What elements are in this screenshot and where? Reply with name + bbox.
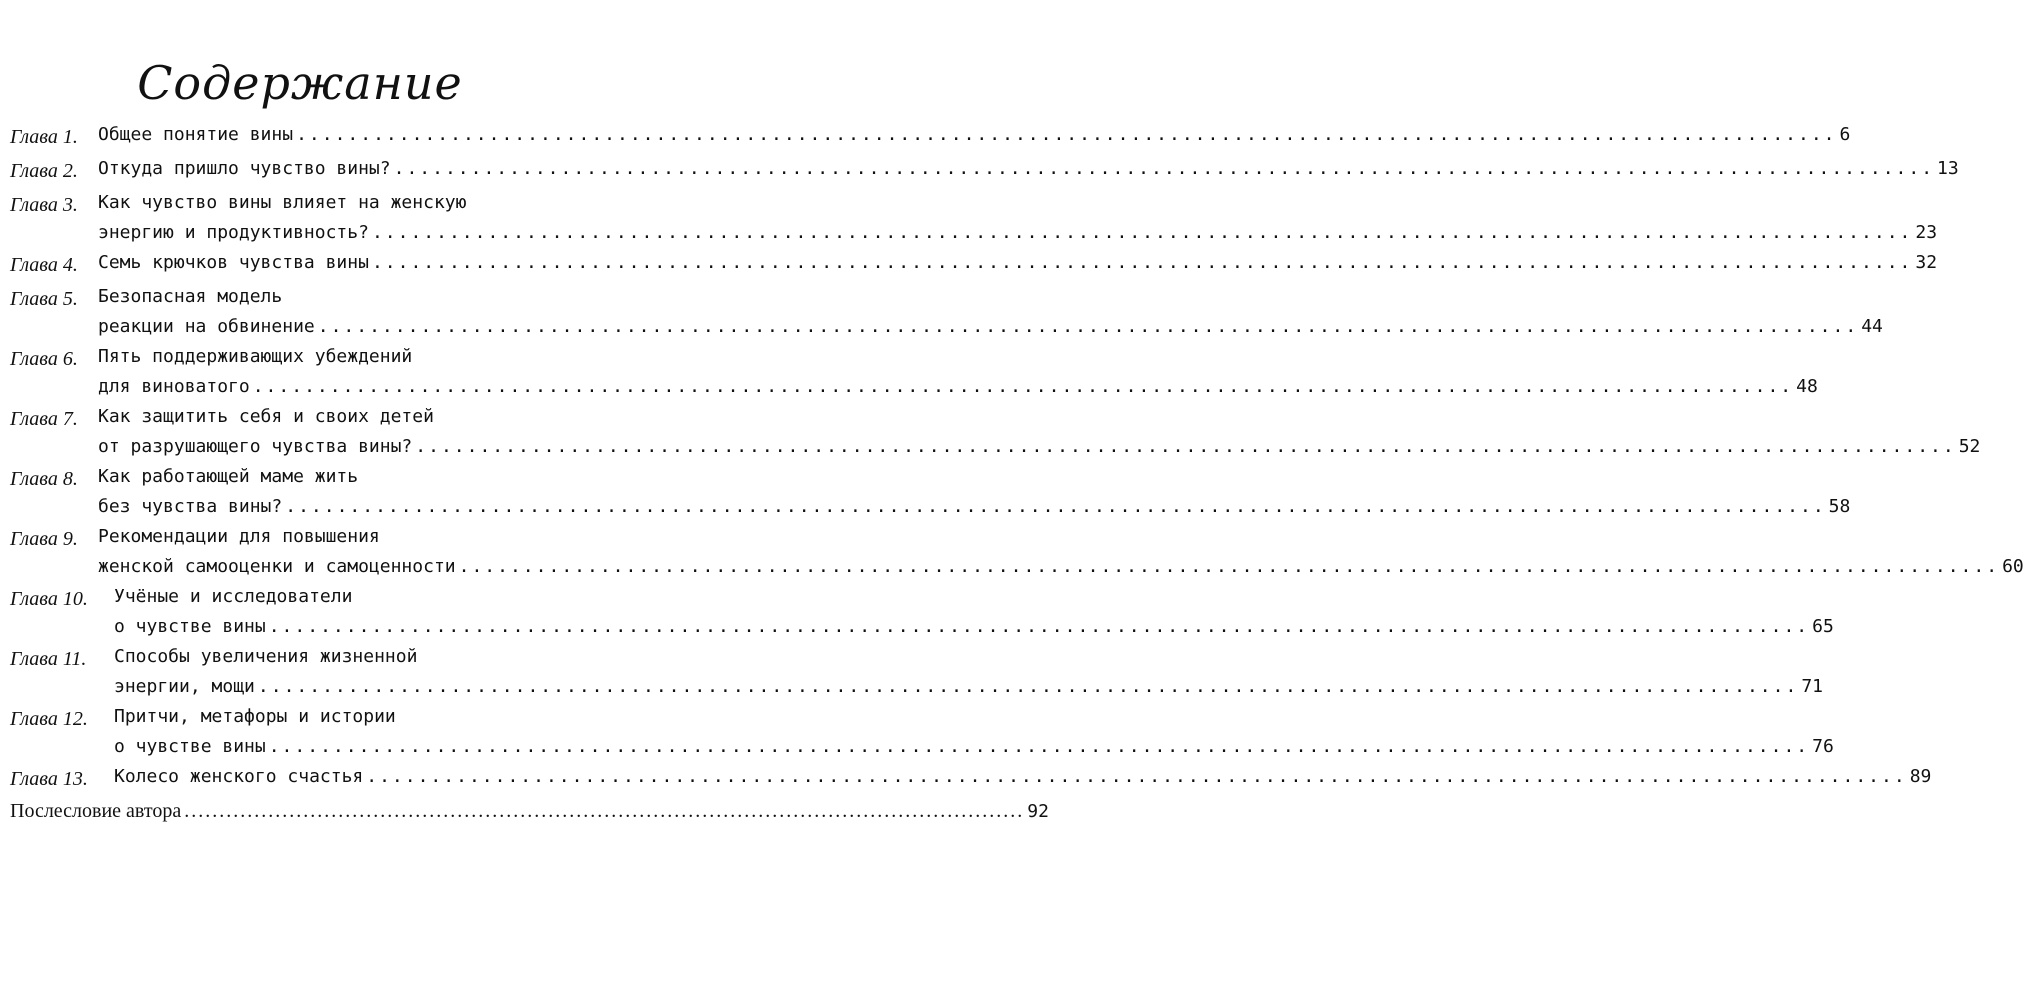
chapter-title-line: Учёные и исследователи (114, 586, 353, 607)
chapter-title-line: реакции на обвинение ........................................................................................................................ 44 (98, 312, 1883, 342)
leader-dots: ........................................................................................................................ (371, 222, 1913, 243)
chapter-title-line: от разрушающего чувства вины? ........................................................................................................................ 52 (98, 432, 1980, 462)
leader-dots: ........................................................................................................................ (393, 158, 1935, 179)
chapter-title (98, 188, 1937, 248)
page-number: 58 (1828, 496, 1851, 517)
chapter-title (98, 342, 1818, 402)
toc-entry (10, 402, 1981, 462)
leader-dots: ........................................................................................................................ (285, 496, 1826, 517)
toc-entry (10, 342, 1818, 402)
chapter-title (98, 154, 1959, 184)
chapter-title-line: для виноватого ........................................................................................................................ 48 (98, 372, 1818, 402)
leader-dots: ........................................................................................................................ (366, 766, 1907, 787)
toc-entry (10, 462, 1851, 522)
page-number: 48 (1796, 376, 1818, 397)
chapter-title (114, 642, 1823, 702)
chapter-title-line: Как чувство вины влияет на женскую (98, 192, 467, 213)
chapter-title-line: Способы увеличения жизненной (114, 646, 418, 667)
afterword-title: Послесловие автора (10, 800, 182, 822)
chapter-label: Глава 1. (10, 126, 78, 148)
page-number: 76 (1812, 736, 1834, 757)
chapter-title (114, 582, 1834, 642)
leader-dots: ........................................................................................................................ (296, 124, 1837, 145)
toc-entry (10, 282, 1883, 342)
chapter-title-line: Колесо женского счастья ........................................................................................................................ 89 (114, 762, 1931, 792)
leader-dots: ........................................................................................................................ (458, 556, 2000, 577)
leader-dots: ........................................................................................................................ (252, 376, 1794, 397)
chapter-label: Глава 4. (10, 254, 78, 276)
leader-dots: ........................................................................................................................ (415, 436, 1956, 457)
leader-dots: ........................................................................................................................ (184, 800, 1025, 822)
chapter-title-line: о чувстве вины ........................................................................................................................ 76 (114, 732, 1834, 762)
page-number: 23 (1915, 222, 1938, 243)
page-number: 71 (1801, 676, 1824, 697)
chapter-title-line: Как работающей маме жить (98, 466, 359, 487)
chapter-label: Глава 5. (10, 288, 78, 310)
chapter-title (98, 282, 1883, 342)
chapter-title-line: Пять поддерживающих убеждений (98, 346, 413, 367)
toc-entry (10, 522, 2024, 582)
toc-entry (10, 154, 1959, 188)
chapter-title (98, 522, 2024, 582)
toc-entry (10, 762, 1932, 796)
toc-entry (10, 188, 1938, 248)
toc-entry (10, 642, 1824, 702)
page-number: 32 (1915, 252, 1938, 273)
chapter-title-line: Притчи, метафоры и истории (114, 706, 396, 727)
toc-entry (10, 120, 1851, 154)
chapter-title-line: о чувстве вины ........................................................................................................................ 65 (114, 612, 1834, 642)
chapter-label: Глава 3. (10, 194, 78, 216)
chapter-title-line: энергию и продуктивность? ........................................................................................................................ 23 (98, 218, 1937, 248)
leader-dots: ........................................................................................................................ (257, 676, 1799, 697)
chapter-title (98, 120, 1850, 150)
leader-dots: ........................................................................................................................ (268, 616, 1810, 637)
chapter-label: Глава 2. (10, 160, 78, 182)
chapter-title (98, 462, 1850, 522)
page-number: 6 (1839, 124, 1851, 145)
page-title: Содержание (137, 56, 463, 110)
leader-dots: ........................................................................................................................ (268, 736, 1810, 757)
chapter-title (98, 402, 1980, 462)
leader-dots: ........................................................................................................................ (371, 252, 1913, 273)
chapter-title-line: Безопасная модель (98, 286, 283, 307)
page-number: 52 (1958, 436, 1981, 457)
chapter-title (98, 248, 1937, 278)
chapter-label: Глава 8. (10, 468, 78, 490)
page-number: 60 (2002, 556, 2024, 577)
toc-entry (10, 702, 1834, 762)
page-number: 92 (1027, 801, 1049, 822)
leader-dots: ........................................................................................................................ (317, 316, 1859, 337)
chapter-title-line: Рекомендации для повышения (98, 526, 380, 547)
chapter-label: Глава 9. (10, 528, 78, 550)
page-number: 65 (1812, 616, 1834, 637)
chapter-title (114, 762, 1931, 792)
page-number: 13 (1937, 158, 1959, 179)
table-of-contents (10, 120, 2024, 826)
chapter-label: Глава 6. (10, 348, 78, 370)
chapter-title-line: Как защитить себя и своих детей (98, 406, 434, 427)
toc-entry (10, 248, 1938, 282)
chapter-title (114, 702, 1834, 762)
toc-entry (10, 582, 1834, 642)
chapter-title-line: женской самооценки и самоценности ........................................................................................................................ 60 (98, 552, 2024, 582)
chapter-title-line: Общее понятие вины ........................................................................................................................ 6 (98, 120, 1850, 150)
chapter-title-line: Откуда пришло чувство вины? ........................................................................................................................ 13 (98, 154, 1959, 184)
page-number: 89 (1909, 766, 1932, 787)
chapter-label: Глава 10. (10, 588, 88, 610)
chapter-label: Глава 12. (10, 708, 88, 730)
chapter-label: Глава 13. (10, 768, 88, 790)
chapter-title-line: энергии, мощи ........................................................................................................................ 71 (114, 672, 1823, 702)
chapter-label: Глава 7. (10, 408, 78, 430)
page-number: 44 (1861, 316, 1883, 337)
chapter-title-line: Семь крючков чувства вины ........................................................................................................................ 32 (98, 248, 1937, 278)
afterword-entry (10, 796, 1049, 826)
chapter-title-line: без чувства вины? ........................................................................................................................ 58 (98, 492, 1850, 522)
chapter-label: Глава 11. (10, 648, 87, 670)
